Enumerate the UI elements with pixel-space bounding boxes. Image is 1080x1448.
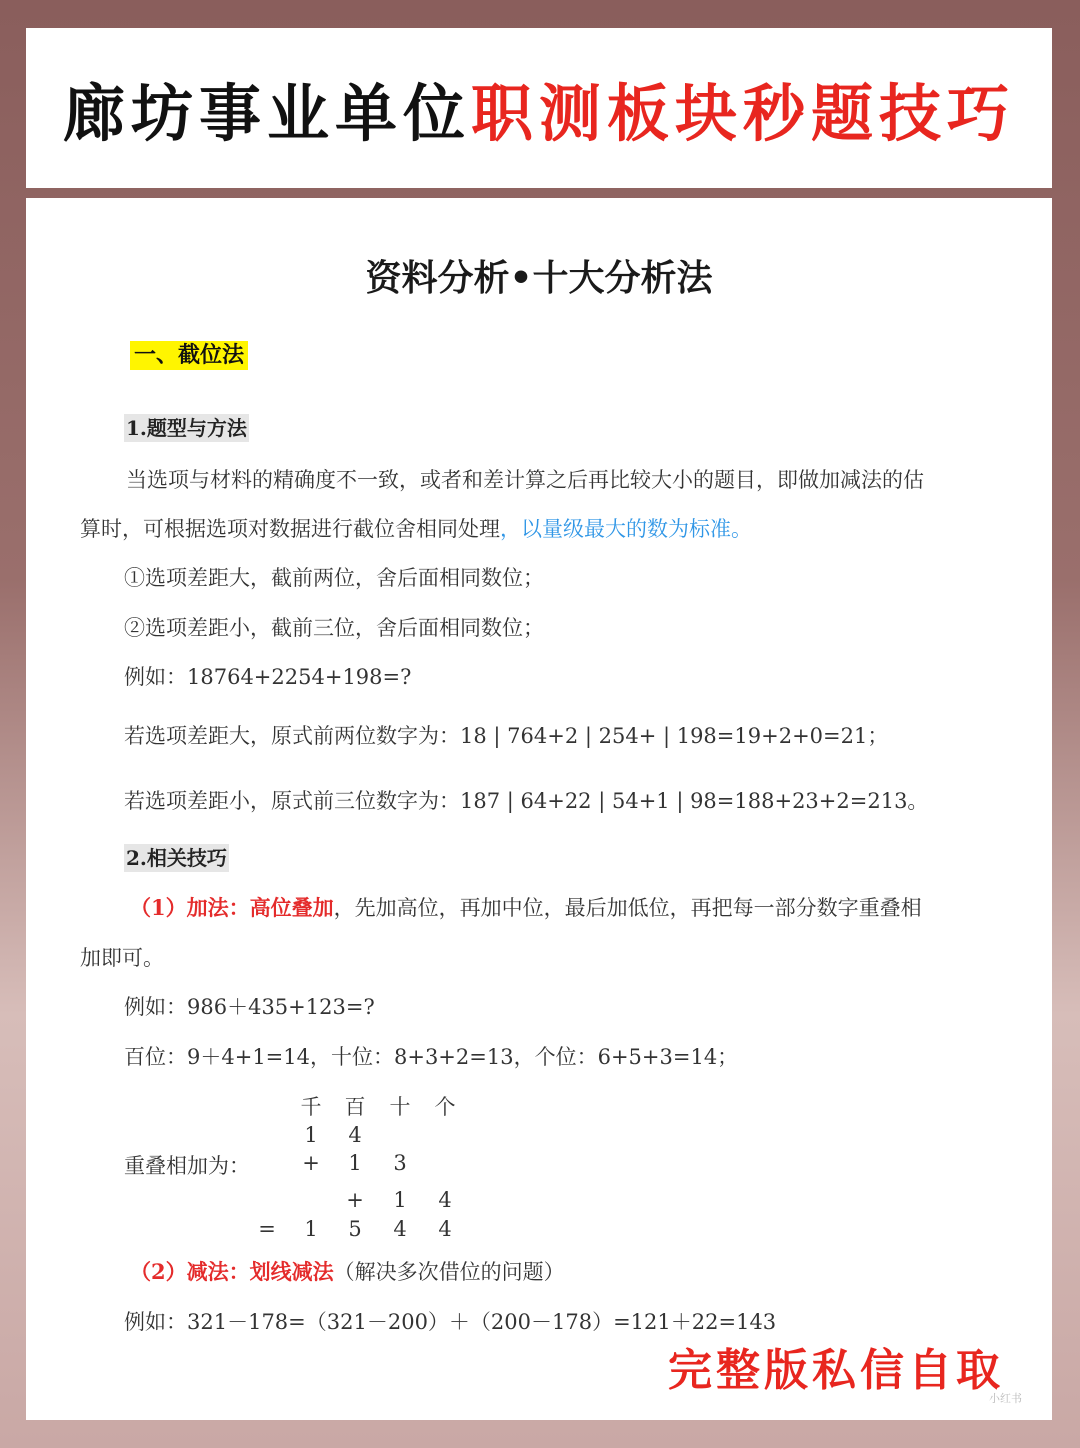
para1-line2-blue: ，以量级最大的数为标准。: [500, 517, 752, 541]
para1-line1: 当选项与材料的精确度不一致，或者和差计算之后再比较大小的题目，即做加减法的估: [126, 468, 924, 492]
grid-cell: 1: [304, 1123, 318, 1147]
sub2-heading: [124, 842, 229, 871]
addition-label: （1）加法：: [130, 895, 250, 920]
addition-key: 高位叠加: [249, 895, 334, 920]
document-page: [26, 198, 1052, 1420]
grid-cell: 1: [304, 1217, 318, 1241]
grid-cell: +: [302, 1151, 320, 1175]
rule-2: ②选项差距小，截前三位，舍后面相同数位；: [124, 616, 544, 640]
case-small: 若选项差距小，原式前三位数字为：187 | 64+22 | 54+1 | 98=188+23+2=213。: [124, 789, 929, 813]
grid-header: 十: [389, 1095, 411, 1119]
document-title: 资料分析•十大分析法: [365, 258, 713, 299]
subtraction-text: （解决多次借位的问题）: [333, 1260, 565, 1284]
addition-line1: [130, 892, 922, 922]
example-3: 例如：321－178=（321－200）＋（200－178）=121＋22=143: [124, 1310, 777, 1334]
grid-cell: 4: [348, 1123, 362, 1147]
grid-header: 百: [344, 1095, 366, 1119]
sub1-heading-text: 1.题型与方法: [126, 416, 247, 440]
overlap-label: 重叠相加为：: [124, 1154, 250, 1178]
sub1-heading: [124, 412, 249, 441]
watermark-text: 小红书: [989, 1392, 1022, 1405]
addition-line2: 加即可。: [80, 946, 164, 970]
digit-sums: 百位：9＋4+1=14，十位：8+3+2=13，个位：6+5+3=14；: [124, 1045, 739, 1069]
para1-line2: [80, 513, 752, 543]
grid-cell: +: [346, 1188, 364, 1212]
grid-cell: 1: [348, 1151, 362, 1175]
title-red-part: 职测板块秒题技巧: [471, 76, 1016, 150]
footer-note: 完整版私信自取: [668, 1345, 1004, 1396]
section1-heading-text: 一、截位法: [130, 341, 248, 370]
grid-cell: 4: [438, 1217, 452, 1241]
grid-cell: 4: [393, 1217, 407, 1241]
rule-1: ①选项差距大，截前两位，舍后面相同数位；: [124, 566, 544, 590]
grid-cell: =: [258, 1217, 276, 1241]
subtraction-label: （2）减法：: [130, 1259, 250, 1284]
title-black-part: 廊坊事业单位: [62, 76, 471, 150]
addition-text: ，先加高位，再加中位，最后加低位，再把每一部分数字重叠相: [333, 896, 922, 920]
example-1: 例如：18764+2254+198=?: [124, 665, 412, 689]
subtraction-key: 划线减法: [249, 1259, 334, 1284]
subtraction-line: [130, 1256, 565, 1286]
section1-heading: [130, 338, 248, 369]
grid-cell: 1: [393, 1188, 407, 1212]
grid-header: 千: [300, 1095, 322, 1119]
para1-line2-plain: 算时，可根据选项对数据进行截位舍相同处理: [80, 517, 500, 541]
grid-cell: 5: [348, 1217, 362, 1241]
grid-cell: 4: [438, 1188, 452, 1212]
title-banner: [26, 28, 1052, 188]
grid-header: 个: [434, 1095, 456, 1119]
grid-cell: 3: [393, 1151, 407, 1175]
case-large: 若选项差距大，原式前两位数字为：18 | 764+2 | 254+ | 198=19+2+0=21；: [124, 724, 889, 748]
sub2-heading-text: 2.相关技巧: [126, 846, 227, 870]
example-2: 例如：986＋435+123=?: [124, 995, 375, 1019]
